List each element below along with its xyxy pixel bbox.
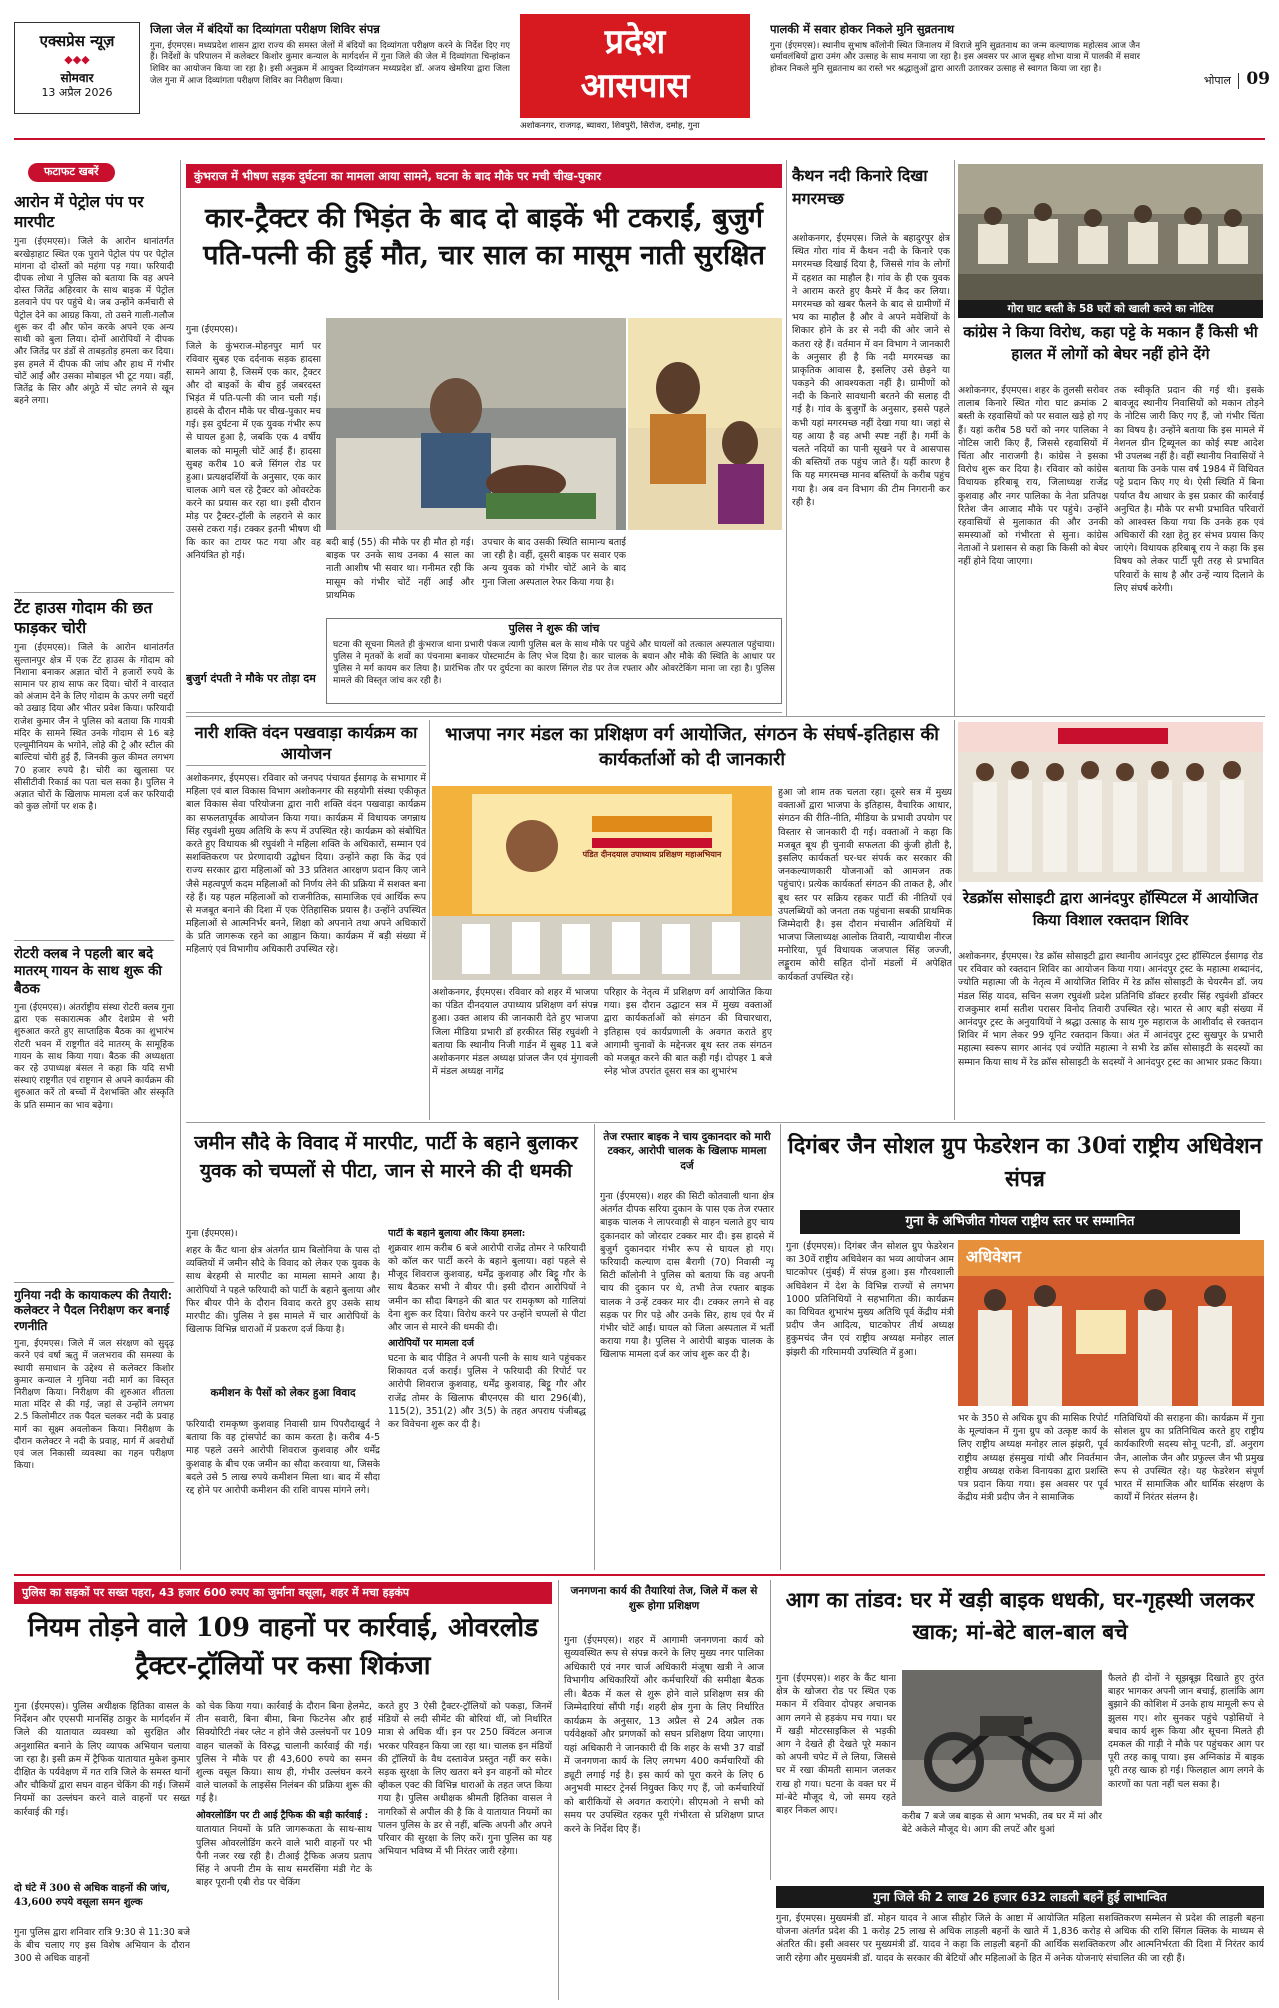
jain-photo-banner: अधिवेशन xyxy=(966,1247,1021,1266)
bjp-col-3: हुआ जो शाम तक चलता रहा। दूसरे सत्र में मुख्य वक्ताओं द्वारा भाजपा के इतिहास, वैचारिक आधार, संगठन की रीति-नीति, मीडिया के प्रभावी उपयोग पर विस्तार से जानकारी दी गई। वक्ताओं ने कहा कि मजबूत बूथ ही चुनावी सफलता की कुंजी होती है, इसलिए कार्यकर्ता घर-घर संपर्क कर सरकार की जनकल्याणकारी योजनाओं को आमजन तक पहुंचाएं। प्रत्येक कार्यकर्ता संगठन की ताकत है, और बूथ स्तर पर सक्रिय रहकर पार्टी की नीतियों एवं उपलब्धियों को जनता तक पहुंचाना सबकी प्राथमिक जिम्मेदारी है। इस दौरान मंचासीन अतिथियों में भाजपा जिलाध्यक्ष आलोक तिवारी, न्यायाधीश नीरज मनोरिया, पूर्व विधायक जजपाल सिंह जज्जी, लड्डूराम कोरी सहित दोनों मंडलों में अपेक्षित कार्यकर्ता उपस्थित रहे। xyxy=(778,787,952,983)
top-left-headline: जिला जेल में बंदियों का दिव्यांगता परीक्षण शिविर संपन्न xyxy=(150,22,380,36)
census-left-rule xyxy=(558,1580,559,2000)
land-col-2-wrap xyxy=(388,1228,586,1568)
sidebar-label-pill: फटाफट खबरें xyxy=(28,163,115,182)
top-right-body: गुना (ईएमएस)। स्थानीय सुभाष कॉलोनी स्थित जिनालय में विराजे मुनि सुव्रतनाथ का जन्म कल्याणक महोत्सव आज जैन धर्मावलंबियों द्वारा उमंग और उत्साह के साथ मनाया जा रहा है। इस अवसर पर आज सुबह शोभा यात्रा में पालकी में सवार होकर निकले मुनि सुव्रतनाथ का रास्ते भर श्रद्धालुओं द्वारा आरती उतारकर उत्साह से स्वागत किया जा रहा है। xyxy=(770,40,1140,75)
lead-subhead: बुजुर्ग दंपती ने मौके पर तोड़ा दम xyxy=(186,672,316,685)
bike-left-rule xyxy=(594,1124,595,1570)
traffic-headline: नियम तोड़ने वाले 109 वाहनों पर कार्रवाई, ओवरलोड ट्रैक्टर-ट्रॉलियों पर कसा शिकंजा xyxy=(27,1613,538,1681)
traffic-col-2: को चेक किया गया। कार्रवाई के दौरान बिना हेलमेट, तीन सवारी, बिना बीमा, बिना फिटनेस और हाई सिक्योरिटी नंबर प्लेट न होने जैसे उल्लंघनों पर 109 वाहन चालकों के विरुद्ध चालानी कार्रवाई की गई। पुलिस ने मौके पर ही 43,600 रुपये का समन शुल्क वसूल किया। साथ ही, गंभीर उल्लंघन करने वाले चालकों के लाइसेंस निलंबन की प्रक्रिया शुरू की गई है। xyxy=(196,1701,372,1805)
lead-bottom-rule xyxy=(186,712,782,713)
folio-divider xyxy=(1238,73,1239,89)
sidebar-divider-2 xyxy=(14,940,174,941)
traffic-col-2-wrap xyxy=(196,1700,372,2000)
sidebar-column-rule xyxy=(180,160,181,1570)
croc-headline: कैथन नदी किनारे दिखा मगरमच्छ xyxy=(792,166,928,209)
police-box xyxy=(326,618,782,704)
fire-headline: आग का तांडव: घर में खड़ी बाइक धधकी, घर-गृहस्थी जलकर खाक; मां-बेटे बाल-बाल बचे xyxy=(785,1587,1255,1644)
burnt-bike-photo-image xyxy=(902,1670,1102,1806)
ladli-body: गुना, ईएमएस। मुख्यमंत्री डॉ. मोहन यादव ने आज सीहोर जिले के आष्टा में आयोजित महिला सशक्तिकरण सम्मेलन से प्रदेश की लाड़ली बहना योजना अंतर्गत प्रदेश की 1 करोड़ 25 लाख से अधिक लाड़ली बहनों के खाते में 1,836 करोड़ से अधिक की राशि सिंगल क्लिक के माध्यम से अंतरित की। इसी अवसर पर मुख्यमंत्री डॉ. यादव ने कहा कि लाड़ली बहनों की आर्थिक सशक्तिकरण और आत्मनिर्भरता की दिशा में निरंतर कार्य जारी रहेगा और मुख्यमंत्री डॉ. यादव के सरकार की बेटियों और महिलाओं के हित में अनेक योजनाएं संचालित की जा रही हैं। xyxy=(776,1913,1264,1964)
right-column-rule-2 xyxy=(954,160,955,716)
police-box-title: पुलिस ने शुरू की जांच xyxy=(508,622,600,635)
jain-col-1: गुना (ईएमएस)। दिगंबर जैन सोशल ग्रुप फेडरेशन का 30वें राष्ट्रीय अधिवेशन का भव्य आयोजन आम घाटकोपर (मुंबई) में संपन्न हुआ। इस गौरवशाली अधिवेशन में देश के विभिन्न राज्यों से लगभग 1000 प्रतिनिधियों ने सहभागिता की। कार्यक्रम का विधिवत शुभारंभ मुख्य अतिथि पूर्व केंद्रीय मंत्री प्रदीप जैन आदित्य, घाटकोपर तीर्थ अध्यक्ष हुकुमचंद जैन एवं राष्ट्रीय अध्यक्ष मनोहर लाल झंझरी की गरिमामयी उपस्थिति में हुआ। xyxy=(786,1241,954,1358)
traffic-col-1b: गुना पुलिस द्वारा शनिवार रात्रि 9:30 से 11:30 बजे के बीच चलाए गए इस विशेष अभियान के दौरान 300 से अधिक वाहनों xyxy=(14,1927,190,1965)
section-title-line-1: प्रदेश xyxy=(604,22,666,62)
jain-col-2: भर के 350 से अधिक ग्रुप की मासिक रिपोर्ट के मूल्यांकन में गुना ग्रुप को उत्कृष्ट कार्य के लिए राष्ट्रीय अध्यक्ष मनोहर लाल झंझरी, पूर्व राष्ट्रीय अध्यक्ष हंसमुख गांधी और निवर्तमान राष्ट्रीय अध्यक्ष राकेश विनायका द्वारा प्रशस्ति पत्र प्रदान किया गया। इस अवसर पर पूर्व केंद्रीय मंत्री प्रदीप जैन ने सामाजिक xyxy=(958,1413,1108,1504)
traffic-col-1: गुना (ईएमएस)। पुलिस अधीक्षक हितिका वासल के निर्देशन और एएसपी मानसिंह ठाकुर के मार्गदर्शन में जिले की यातायात व्यवस्था को सुरक्षित और अनुशासित बनाने के लिए व्यापक अभियान चलाया जा रहा है। इसी क्रम में ट्रैफिक यातायात मुकेश कुमार दीक्षित के पर्यवेक्षण में गत रात्रि जिले के समस्त थानों और चौकियों द्वारा सघन वाहन चेकिंग की गई। जिसमें नियमों का उल्लंघन करने वाले वाहनों पर सख्त कार्रवाई की गई। xyxy=(14,1701,190,1818)
hospital-photo-image xyxy=(326,318,626,530)
bjp-photo-banner: पंडित दीनदयाल उपाध्याय प्रशिक्षण महाअभियान xyxy=(582,850,722,859)
masthead-day: सोमवार xyxy=(60,71,94,86)
congress-photo xyxy=(958,164,1263,318)
couple-photo-image xyxy=(628,318,782,530)
fire-col-2: करीब 7 बजे जब बाइक से आग भभकी, तब घर में मां और बेटे अकेले मौजूद थे। आग की लपटें और धुआं xyxy=(902,1811,1102,1836)
census-body: गुना (ईएमएस)। शहर में आगामी जनगणना कार्य को सुव्यवस्थित रूप से संपन्न करने के लिए मुख्य नगर पालिका अधिकारी एवं नगर चार्ज अधिकारी मंजूषा खत्री ने आज विभागीय अधिकारियों और कर्मचारियों की समीक्षा बैठक ली। बैठक में कल से शुरू होने वाले प्रशिक्षण सत्र की जिम्मेदारियां सौंपी गईं। शहरी क्षेत्र गुना के लिए निर्धारित कार्यक्रम के अनुसार, 13 अप्रैल से 24 अप्रैल तक पर्यवेक्षकों और प्रगणकों को सघन प्रशिक्षण दिया जाएगा। यहां अधिकारी ने जानकारी दी कि शहर के सभी 37 वार्डों में जनगणना कार्य के लिए लगभग 400 कर्मचारियों की ड्यूटी लगाई गई है। इस कार्य को पूरा करने के लिए 6 अनुभवी मास्टर ट्रेनर्स नियुक्त किए गए हैं, जो कर्मचारियों को बारीकियों से अवगत कराएंगे। सीएमओ ने सभी को समय पर उपस्थित रहकर पूरी गंभीरता से प्रशिक्षण प्राप्त करने के निर्देश दिए हैं। xyxy=(564,1635,764,1835)
fire-col-3: फैलते ही दोनों ने सूझबूझ दिखाते हुए तुरंत बाहर भागकर अपनी जान बचाई, हालांकि आग बुझाने की कोशिश में उनके हाथ मामूली रूप से झुलस गए। शोर सुनकर पहुंचे पड़ोसियों ने बचाव कार्य शुरू किया और सूचना मिलते ही दमकल की गाड़ी ने मौके पर पहुंचकर आग पर पूरी तरह काबू पाया। इस अग्निकांड में बाइक पूरी तरह खाक हो गई। फिलहाल आग लगने के कारणों का पता नहीं चल सका है। xyxy=(1108,1673,1264,1790)
land-subhead: कमीशन के पैसों को लेकर हुआ विवाद xyxy=(210,1387,356,1399)
fire-left-rule xyxy=(770,1580,771,1880)
traffic-col-3: करते हुए 3 ऐसी ट्रैक्टर-ट्रॉलियों को पकड़ा, जिनमें मंडियों से लदी सीमेंट की बोरियां थीं, जो निर्धारित मात्रा से अधिक थीं। इन पर 250 क्विंटल अनाज भरकर परिवहन किया जा रहा था। चालक इन मंडियों की ट्रॉलियों के वैध दस्तावेज प्रस्तुत नहीं कर सके। सड़क सुरक्षा के लिए खतरा बने इन वाहनों को मोटर व्हीकल एक्ट की विभिन्न धाराओं के तहत जप्त किया गया है। पुलिस अधीक्षक श्रीमती हितिका वासल ने नागरिकों से अपील की है कि वे यातायात नियमों का पालन पुलिस के डर से नहीं, बल्कि अपनी और अपने परिवार की सुरक्षा के लिए करें। गुना पुलिस का यह अभियान भविष्य में भी निरंतर जारी रहेगा। xyxy=(378,1701,552,1858)
lead-kicker: कुंभराज में भीषण सड़क दुर्घटना का मामला आया सामने, घटना के बाद मौके पर मची चीख-पुकार xyxy=(186,164,782,188)
masthead-paper-box xyxy=(14,22,140,114)
redcross-headline: रेडक्रॉस सोसाइटी द्वारा आनंदपुर हॉस्पिटल में आयोजित किया विशाल रक्तदान शिविर xyxy=(963,889,1258,929)
sidebar-divider-3 xyxy=(14,1282,174,1283)
sidebar-story-2 xyxy=(14,598,174,934)
redcross-body: अशोकनगर, ईएमएस। रेड क्रॉस सोसाइटी द्वारा स्थानीय आनंदपुर ट्रस्ट हॉस्पिटल ईसागढ़ रोड पर रविवार को रक्तदान शिविर का आयोजन किया गया। आनंदपुर ट्रस्ट के महात्मा शब्दानंद, ज्योति महात्मा जी के नेतृत्व में आयोजित शिविर में रेड क्रॉस सोसाइटी के चेयरमैन डॉ. जय मंडल सिंह यादव, सचिन सजग रघुवंशी प्रदेश प्रतिनिधि डॉक्टर हरवीर सिंह रघुवंशी डॉक्टर राजकुमार शर्मा सतीश परासर विनोद तिवारी उपस्थित रहे। भारत से आए बड़ी संख्या में आनंदपुर ट्रस्ट के अनुयायियों ने श्रद्धा उत्साह के साथ गुरु महाराज के आशीर्वाद से रक्तदान शिविर में भाग लेकर 99 यूनिट रक्तदान किया। अंत में आनंदपुर ट्रस्ट सुखपुर के प्रभारी महात्मा स्वरूप सागर आनंद एवं ज्योति महात्मा ने सभी रेड क्रॉस सोसाइटी के सदस्यों का सम्मान किया साथ में रेड क्रॉस सोसाइटी के सदस्यों ने आनंदपुर ट्रस्ट का आभार प्रकट किया। xyxy=(958,951,1263,1068)
jain-left-rule xyxy=(780,1124,781,1570)
traffic-col-2b: यातायात नियमों के प्रति जागरूकता के साथ-साथ पुलिस ओवरलोडिंग करने वाले भारी वाहनों पर भी पैनी नजर रख रही है। टीआई ट्रैफिक अजय प्रताप सिंह ने अपनी टीम के साथ समरसिंगा मंडी गेट के बाहर पूरानी एबी रोड पर चेकिंग xyxy=(196,1824,372,1889)
sidebar-headline-2: टेंट हाउस गोदाम की छत फाड़कर चोरी xyxy=(14,598,153,638)
sidebar-story-4 xyxy=(14,1288,174,1568)
sidebar-story-3 xyxy=(14,946,174,1276)
congress-headline: कांग्रेस ने किया विरोध, कहा पट्टे के मकान हैं किसी भी हालत में लोगों को बेघर नहीं होने देंगे xyxy=(963,323,1258,363)
bjp-photo xyxy=(432,786,772,980)
mid-rule-2 xyxy=(186,1122,1265,1123)
sidebar-divider-1 xyxy=(14,592,174,593)
jain-subhead: गुना के अभिजीत गोयल राष्ट्रीय स्तर पर सम्मानित xyxy=(800,1210,1240,1234)
police-box-body: घटना की सूचना मिलते ही कुंभराज थाना प्रभारी पंकज त्यागी पुलिस बल के साथ मौके पर पहुंचे और घायलों को तत्काल अस्पताल पहुंचाया। पुलिस ने मृतकों के शवों का पंचनामा बनाकर पोस्टमार्टम के लिए भेज दिया है। कार चालक के बयान और मौके की स्थिति के आधार पर पुलिस ने मर्ग कायम कर लिया है। प्रारंभिक तौर पर दुर्घटना का कारण सिंगल रोड पर तेज रफ्तार और ओवरटेकिंग माना जा रहा है। पुलिस मामले की विस्तृत जांच कर रही है। xyxy=(333,639,775,687)
sidebar-body-3: गुना (ईएमएस)। अंतर्राष्ट्रीय संस्था रोटरी क्लब गुना द्वारा एक सकारात्मक और देशप्रेम से भरी शुरुआत करते हुए साप्ताहिक बैठक का शुभारंभ रोटरी भवन में राष्ट्रगीत वंदे मातरम् के सामूहिक गायन के साथ किया गया। बैठक की अध्यक्षता कर रहे उपाध्यक्ष बंसल ने कहा कि यदि सभी संस्थाएं राष्ट्रगीत एवं राष्ट्रगान से अपने कार्यक्रम की शुरुआत करें तो बच्चों में देशभक्ति और संस्कृति के प्रति सम्मान का भाव बढ़ेगा। xyxy=(14,1002,174,1111)
section-districts: अशोकनगर, राजगढ़, ब्यावरा, शिवपुरी, सिरोंज, दमोह, गुना xyxy=(520,121,700,131)
bike-headline: तेज रफ्तार बाइक ने चाय दुकानदार को मारी टक्कर, आरोपी चालक के खिलाफ मामला दर्ज xyxy=(603,1131,771,1172)
bjp-col-2: परिहार के नेतृत्व में प्रशिक्षण वर्ग आयोजित किया गया। इस दौरान उद्घाटन सत्र में मुख्य वक्ताओं द्वारा कार्यकर्ताओं को संगठन की विचारधारा, इतिहास एवं कार्यप्रणाली के अवगत कराते हुए आगामी चुनावों के मद्देनजर बूथ स्तर तक संगठन को मजबूत करने की बात कही गई। दोपहर 1 बजे स्नेह भोज उपरांत दूसरा सत्र का शुभारंभ xyxy=(604,987,772,1078)
census-headline: जनगणना कार्य की तैयारियां तेज, जिले में कल से शुरू होगा प्रशिक्षण xyxy=(570,1585,758,1612)
lead-photo-couple xyxy=(628,318,782,530)
nari-body: अशोकनगर, ईएमएस। रविवार को जनपद पंचायत ईसागढ़ के सभागार में महिला एवं बाल विकास विभाग अशोकनगर की सहयोगी संस्था एकीकृत बाल विकास सेवा परियोजना द्वारा नारी शक्ति वंदन पखवाड़ा कार्यक्रम का सफलतापूर्वक आयोजन किया गया। कार्यक्रम में विधायक जगन्नाथ सिंह रघुवंशी मुख्य अतिथि के रूप में उपस्थित रहे। कार्यक्रम को संबोधित करते हुए विधायक श्री रघुवंशी ने महिला शक्ति के अधिकारों, सम्मान एवं सशक्तिकरण पर प्रेरणादायी उद्बोधन दिया। उन्होंने कहा कि केंद्र एवं राज्य सरकार द्वारा महिलाओं को 33 प्रतिशत आरक्षण प्रदान किए जाने जैसे महत्वपूर्ण कदम महिलाओं को निर्णय लेने की प्रक्रिया में सशक्त बना रहे हैं। यह पहल महिलाओं को राजनीतिक, सामाजिक एवं आर्थिक रूप से मजबूत बनाने की दिशा में एक ऐतिहासिक प्रयास है। उन्होंने उपस्थित महिलाओं से आत्मनिर्भर बनने, शिक्षा को अपनाने तथा अपने अधिकारों के प्रति जागरूक रहने का आह्वान किया। कार्यक्रम में बड़ी संख्या में महिलाएं एवं विभागीय अधिकारी उपस्थित रहे। xyxy=(186,773,426,956)
sidebar-headline-3: रोटरी क्लब ने पहली बार बदे मातरम् गायन के साथ शुरू की बैठक xyxy=(14,946,162,997)
bottom-section-rule xyxy=(14,1574,1265,1576)
bjp-headline: भाजपा नगर मंडल का प्रशिक्षण वर्ग आयोजित, संगठन के संघर्ष-इतिहास की कार्यकर्ताओं को दी जानकारी xyxy=(445,724,939,771)
sidebar-headline-4: गुनिया नदी के कायाकल्प की तैयारी: कलेक्टर ने पैदल निरीक्षण कर बनाई रणनीति xyxy=(14,1288,173,1333)
sidebar-body-1: गुना (ईएमएस)। जिले के आरोन थानांतर्गत बरखेड़ाहाट स्थित एक पुराने पेट्रोल पंप पर पेट्रोल मांगना दो दोस्तों को महंगा पड़ गया। फरियादी दीपक लोधा ने पुलिस को बताया कि वह अपने दोस्त जितेंद्र अहिरवार के साथ बाइक में पेट्रोल डलवाने पंप पर पहुंचे थे। जब उन्होंने कर्मचारी से पेट्रोल देने का आग्रह किया, तो उसने गाली-गलौज शुरू कर दी और फोन करके अपने एक अन्य साथी को बुला लिया। दोनों आरोपियों ने दीपक और जितेंद्र पर डंडों से ताबड़तोड़ हमला कर दिया। इस हमले में दीपक की जांघ और हाथ में गंभीर चोटें आईं और उसका मोबाइल भी टूट गया। वहीं, जितेंद्र के सिर और अंगूठे में चोट लगने से खून बहने लगा। xyxy=(14,237,174,407)
land-headline: जमीन सौदे के विवाद में मारपीट, पार्टी के बहाने बुलाकर युवक को चप्पलों से पीटा, जान से मारने की दी धमकी xyxy=(194,1132,578,1182)
redcross-left-rule xyxy=(954,720,955,1120)
right-column-rule xyxy=(786,160,787,716)
congress-col-1: अशोकनगर, ईएमएस। शहर के तुलसी सरोवर तालाब किनारे स्थित गोरा घाट क्रमांक 2 बस्ती के रहवासियों को पर सवाल खड़े हो गए हैं। यहां करीब 58 घरों को नगर पालिका ने नोटिस जारी किए हैं, जिससे रहवासियों में चिंता और नाराजगी है। कांग्रेस ने इसका विरोध शुरू कर दिया है। रविवार को कांग्रेस विधायक हरिबाबू राय, जिलाध्यक्ष राजेंद्र कुशवाह और नगर पालिका के नेता प्रतिपक्ष रितेश जैन आजाद मौके पर पहुंचे। उन्होंने रहवासियों से मुलाकात की और उनकी समस्याओं को गंभीरता से सुना। कांग्रेस नेताओं ने प्रशासन से कहा कि किसी को बेघर नहीं होने दिया जाएगा। xyxy=(958,385,1108,568)
land-col-2-subhead: पार्टी के बहाने बुलाया और किया हमला: xyxy=(388,1228,526,1239)
congress-col-2: तक स्वीकृति प्रदान की गई थी। इसके बावजूद स्थानीय निवासियों को मकान तोड़ने के नोटिस जारी किए गए हैं, जो गंभीर चिंता का विषय है। उन्होंने बताया कि इस मामले में नेशनल ग्रीन ट्रिब्यूनल का कोई स्पष्ट आदेश भी उपलब्ध नहीं है। वहीं स्थानीय निवासियों ने बताया कि उनके पास वर्ष 1984 में विधिवत पट्टे प्रदान किए गए थे। ऐसी स्थिति में बिना पर्याप्त वैध आधार के इस प्रकार की कार्रवाई अनुचित है। मौके पर सभी प्रभावित परिवारों को आश्वस्त किया गया कि उनके हक एवं अधिकारों की रक्षा हेतु हर संभव प्रयास किए जाएंगे। विधायक हरिबाबू राय ने कहा कि इस विषय को लेकर पार्टी पूरी तरह से प्रभावित परिवारों के साथ है और उन्हें न्याय दिलाने के लिए संघर्ष करेगी। xyxy=(1114,385,1264,594)
croc-body: अशोकनगर, ईएमएस। जिले के बहादुरपुर क्षेत्र स्थित गोरा गांव में कैथन नदी के किनारे एक मगरमच्छ दिखाई दिया है, जिससे गांव के लोगों में दहशत का माहौल है। गांव के ही एक युवक ने आराम करते हुए कैमरे में कैद कर लिया। मगरमच्छ को खबर फैलने के बाद से ग्रामीणों में भय का माहौल है और वे अपने मवेशियों के शिकार होने के डर से नदी की ओर जाने से कतरा रहे हैं। वर्तमान में वन विभाग ने जानकारी के अनुसार ही है कि नदी मगरमच्छ का प्राकृतिक आवास है, इसलिए उसे छेड़ने या पकड़ने की आवश्यकता नहीं है। ग्रामीणों को नदी के किनारे सावधानी बरतने की सलाह दी गई है। गांव के बुजुर्गों के अनुसार, इससे पहले कभी यहां मगरमच्छ नहीं देखा गया था। जहां से यह आया है वह अभी स्पष्ट नहीं है। गर्मी के चलते नदियों का पानी सूखने पर वे आसपास की बस्तियों तक पहुंच जाते हैं। यहीं कारण है कि यह मगरमच्छ मानव बस्तियों के करीब पहुंच गया है। अब वन विभाग की टीम निगरानी कर रही है। xyxy=(792,233,950,508)
lead-continued-right xyxy=(632,536,782,616)
sidebar-body-4: गुना, ईएमएस। जिले में जल संरक्षण को सुदृढ़ करने एवं वर्षा ऋतु में जलभराव की समस्या के स्थायी समाधान के उद्देश्य से कलेक्टर किशोर कुमार कन्याल ने गुनिया नदी मार्ग का विस्तृत निरीक्षण किया। निरीक्षण की शुरुआत शीतला माता मंदिर से की गई, जहां से उन्होंने लगभग 2.5 किलोमीटर तक पैदल चलकर नदी के प्रवाह मार्ग का सूक्ष्म अवलोकन किया। निरीक्षण के दौरान कलेक्टर ने नदी के प्रवाह, मार्ग में अवरोधों एवं जल निकासी व्यवस्था का गहन परीक्षण किया। xyxy=(14,1339,174,1472)
congress-photo-caption: गोरा घाट बस्ती के 58 घरों को खाली करने का नोटिस xyxy=(958,300,1263,318)
sidebar-headline-1: आरोन में पेट्रोल पंप पर मारपीट xyxy=(14,192,144,232)
jain-col-3: गतिविधियों की सराहना की। कार्यक्रम में गुना सोशल ग्रुप का प्रतिनिधित्व करते हुए राष्ट्रीय कार्यकारिणी सदस्य सोनू पटनी, डॉ. अनुराग जैन, आलोक जैन और प्रफुल्ल जैन भी प्रमुख रूप से उपस्थित रहे। यह फेडरेशन संपूर्ण भारत में सामाजिक और धार्मिक संरक्षण के कार्यों में निरंतर संलग्न है। xyxy=(1114,1413,1264,1504)
top-left-body: गुना, ईएमएस। मध्यप्रदेश शासन द्वारा राज्य की समस्त जेलों में बंदियों का दिव्यांगता परीक्षण करने के निर्देश दिए गए हैं। निर्देशों के परिपालन में कलेक्टर किशोर कुमार कन्याल के मार्गदर्शन में गुना जिले की जेल में दिव्यांगता चिन्हांकन शिविर का आयोजन किया जा रहा है। इसी अनुक्रम में आयुक्त दिव्यांगजन मध्यप्रदेश डॉ. अजय खेमरिया द्वारा जिला जेल गुना में आज दिव्यांगता परीक्षण शिविर का निरीक्षण किया। xyxy=(150,40,510,87)
lead-col-1: जिले के कुंभराज-मोहनपुर मार्ग पर रविवार सुबह एक दर्दनाक सड़क हादसा सामने आया है, जिसमें एक कार, ट्रैक्टर और दो बाइकों के बीच हुई जबरदस्त भिड़ंत में पति-पत्नी की जान चली गई। हादसे के दौरान मौके पर चीख-पुकार मच गई। इस दुर्घटना में एक युवक गंभीर रूप से घायल हुआ है, जबकि एक 4 वर्षीय बालक को मामूली चोटें आई हैं। हादसा सुबह करीब 10 बजे सिंगल रोड पर हुआ। प्रत्यक्षदर्शियों के अनुसार, एक कार चालक आगे चल रहे ट्रैक्टर को ओवरटेक करने का प्रयास कर रहा था। इसी दौरान मोड़ पर ट्रैक्टर-ट्रॉली के लहराने से कार उससे टकरा गई। टक्कर इतनी भीषण थी कि कार का टायर फट गया और वह अनियंत्रित हो गई। xyxy=(186,341,321,561)
masthead-rule xyxy=(14,138,1265,140)
top-right-headline: पालकी में सवार होकर निकले मुनि सुव्रतनाथ xyxy=(770,22,955,36)
lead-col-3: उपचार के बाद उसकी स्थिति सामान्य बताई जा रही है। वहीं, दूसरी बाइक पर सवार एक अन्य युवक को गंभीर चोटें आने के बाद गुना जिला अस्पताल रेफर किया गया है। xyxy=(482,537,626,588)
sidebar-body-2: गुना (ईएमएस)। जिले के आरोन थानांतर्गत सुल्तानपुर क्षेत्र में एक टेंट हाउस के गोदाम को निशाना बनाकर अज्ञात चोरों ने हजारों रुपये के सामान पर हाथ साफ कर दिया। चोरों ने वारदात को अंजाम देने के लिए गोदाम के ऊपर लगी चद्दरों को उखाड़ दिया और भीतर प्रवेश किया। फरियादी राजेश कुमार जैन ने पुलिस को बताया कि गायत्री मंदिर के सामने स्थित उनके गोदाम से 16 बड़े एल्यूमीनियम के भगोने, लोहे की ट्रे और स्टील की बाल्टियां चोरी हुई हैं, जिनकी कुल कीमत लगभग 70 हजार रुपये है। चोरी का खुलासा पर सीसीटीवी रिकार्ड का पता चल सका है। पुलिस ने अज्ञात चोरों के खिलाफ मामला दर्ज कर फरियादी को कुछ लोगों पर शक है। xyxy=(14,643,174,813)
folio-page-number: 09 xyxy=(1246,69,1270,89)
paper-ornament-icon: ◆◆◆ xyxy=(64,53,90,67)
land-col-1: शहर के कैंट थाना क्षेत्र अंतर्गत ग्राम बिलोनिया के पास दो व्यक्तियों में जमीन सौदे के विवाद को लेकर एक युवक के साथ बेरहमी से मारपीट का मामला सामने आया है। आरोपियों ने पहले फरियादी को पार्टी के बहाने बुलाया और फिर बीयर पीने के दौरान विवाद करते हुए उसके साथ मारपीट की। पुलिस ने इस मामले में चार आरोपियों के खिलाफ विभिन्न धाराओं में प्रकरण दर्ज किया है। xyxy=(186,1245,380,1336)
land-col-1b: फरियादी रामकृष्ण कुशवाह निवासी ग्राम पिपरौदाखुर्द ने बताया कि वह ट्रांसपोर्ट का काम करता है। करीब 4-5 माह पहले उसने आरोपी शिवराज कुशवाह और धर्मेंद्र कुशवाह के बीच एक जमीन का सौदा करवाया था, जिसके बदले उसे 5 लाख रुपये कमीशन मिला था। बाद में सौदा रद्द होने पर आरोपी कमीशन की राशि वापस मांगने लगे। xyxy=(186,1419,380,1496)
jain-photo xyxy=(958,1240,1264,1406)
fire-col-1: गुना (ईएमएस)। शहर के कैंट थाना क्षेत्र के खोजरा रोड पर स्थित एक मकान में रविवार दोपहर अचानक आग लगने से हड़कंप मच गया। घर में खड़ी मोटरसाइकिल से भड़की आग ने देखते ही देखते पूरे मकान को अपनी चपेट में ले लिया, जिससे घर में रखा कीमती सामान जलकर राख हो गया। घटना के वक्त घर में मां-बेटे मौजूद थे, जो समय रहते बाहर निकल आए। xyxy=(776,1673,896,1816)
sidebar-label xyxy=(14,163,174,183)
traffic-kicker: पुलिस का सड़कों पर सख्त पहरा, 43 हजार 600 रुपए का जुर्माना वसूला, शहर में मचा हड़कंप xyxy=(14,1582,552,1604)
mid-rule-1 xyxy=(186,716,1265,717)
lead-col-2: बदी बाई (55) की मौके पर ही मौत हो गई। बाइक पर उनके साथ उनका 4 साल का नाती आशीष भी सवार था। गनीमत रही कि मासूम को गंभीर चोटें नहीं आईं और प्राथमिक xyxy=(326,537,474,601)
land-col-2: शुक्रवार शाम करीब 6 बजे आरोपी राजेंद्र तोमर ने फरियादी को कॉल कर पार्टी करने के बहाने बुलाया। वहां पहले से मौजूद शिवराज कुशवाह, धर्मेंद्र कुशवाह और बिट्टू गौर के साथ बैठकर सभी ने बीयर पी। इसी दौरान आरोपियों ने जमीन का सौदा बिगड़ने की बात पर रामकृष्ण को गालियां देना शुरू कर दिया। विरोध करने पर उन्होंने चप्पलों से पीटा और जान से मारने की धमकी दी। xyxy=(388,1242,586,1333)
traffic-col-1-subhead: दो घंटे में 300 से अधिक वाहनों की जांच, 43,600 रुपये वसूला समन शुल्क xyxy=(14,1883,171,1908)
land-col-2-subhead-2: आरोपियों पर मामला दर्ज xyxy=(388,1338,474,1350)
bjp-col-1: अशोकनगर, ईएमएस। रविवार को शहर में भाजपा का पंडित दीनदयाल उपाध्याय प्रशिक्षण वर्ग संपन्न हुआ। उक्त आशय की जानकारी देते हुए भाजपा जिला मीडिया प्रभारी डॉ हरकीरत सिंह रघुवंशी ने बताया कि स्थानीय निजी गार्डन में सुबह 11 बजे अशोकनगर मंडल अध्यक्ष प्रांजल जैन एवं मुंगावली में मंडल अध्यक्ष नागेंद्र xyxy=(432,987,598,1078)
land-dateline: गुना (ईएमएस)। xyxy=(186,1229,238,1239)
nari-right-rule xyxy=(429,720,430,1120)
folio-city: भोपाल xyxy=(1203,74,1231,87)
top-right-story xyxy=(770,22,1140,120)
page-folio xyxy=(1150,68,1270,90)
sidebar-story-1 xyxy=(14,192,174,587)
congress-meeting-photo-image xyxy=(958,164,1263,318)
ladli-headline: गुना जिले की 2 लाख 26 हजार 632 लाडली बहनें हुई लाभान्वित xyxy=(776,1886,1264,1908)
nari-headline-box xyxy=(186,722,426,766)
nari-headline: नारी शक्ति वंदन पखवाड़ा कार्यक्रम का आयोजन xyxy=(194,723,418,764)
land-col-2b: घटना के बाद पीड़ित ने अपनी पत्नी के साथ थाने पहुंचकर शिकायत दर्ज कराई। पुलिस ने फरियादी की रिपोर्ट पर आरोपी शिवराज कुशवाह, धर्मेंद्र कुशवाह, बिट्टू गौर और राजेंद्र तोमर के खिलाफ बीएनएस की धारा 296(बी), 115(2), 351(2) और 3(5) के तहत अपराध पंजीबद्ध कर विवेचना शुरू कर दी है। xyxy=(388,1352,586,1430)
redcross-photo xyxy=(958,722,1263,882)
top-left-story xyxy=(150,22,510,120)
section-banner xyxy=(520,14,750,118)
masthead-date: 13 अप्रैल 2026 xyxy=(41,86,113,100)
fire-photo xyxy=(902,1670,1102,1806)
lead-photo-hospital xyxy=(326,318,626,530)
redcross-group-photo-image xyxy=(958,722,1263,882)
bjp-training-photo-image xyxy=(432,786,772,980)
jain-headline: दिगंबर जैन सोशल ग्रुप फेडरेशन का 30वां राष्ट्रीय अधिवेशन संपन्न xyxy=(788,1133,1262,1192)
lead-headline: कार-ट्रैक्टर की भिड़ंत के बाद दो बाइकें भी टकराईं, बुजुर्ग पति-पत्नी की हुई मौत, चार साल का मासूम नाती सुरक्षित xyxy=(203,203,765,272)
lead-dateline: गुना (ईएमएस)। xyxy=(186,325,238,335)
section-title-line-2: आसपास xyxy=(580,66,690,106)
paper-name: एक्सप्रेस न्यूज़ xyxy=(39,32,115,50)
bike-body: गुना (ईएमएस)। शहर की सिटी कोतवाली थाना क्षेत्र अंतर्गत दीपक सरिया दुकान के पास एक तेज रफ्तार बाइक चालक ने लापरवाही से वाहन चलाते हुए चाय दुकानदार को जोरदार टक्कर मार दी। इस हादसे में बुजुर्ग दुकानदार गंभीर रूप से घायल हो गए। फरियादी कल्याण दास बैरागी (70) निवासी न्यू सिटी कॉलोनी ने पुलिस को बताया कि वह अपनी चाय की दुकान पर थे, तभी तेज रफ्तार बाइक चालक ने उन्हें टक्कर मार दी। टक्कर लगने से वह सड़क पर गिर पड़े और उनके सिर, हाथ एवं पैर में गंभीर चोटें आईं। घायल को जिला अस्पताल में भर्ती कराया गया है। पुलिस ने आरोपी बाइक चालक के खिलाफ मामला दर्ज कर जांच शुरू कर दी है। xyxy=(600,1191,774,1361)
traffic-col-2-subhead: ओवरलोडिंग पर टी आई ट्रैफिक की बड़ी कार्रवाई : xyxy=(196,1809,369,1821)
